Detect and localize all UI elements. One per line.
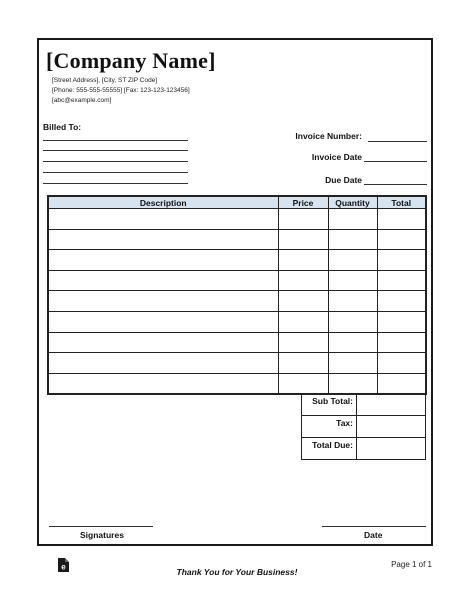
svg-text:e: e <box>61 562 66 572</box>
signature-line[interactable] <box>49 526 153 527</box>
quantity-cell[interactable] <box>328 250 377 271</box>
description-cell[interactable] <box>48 291 278 312</box>
quantity-cell[interactable] <box>328 270 377 291</box>
due-date-field[interactable] <box>364 184 427 185</box>
quantity-cell[interactable] <box>328 332 377 353</box>
description-cell[interactable] <box>48 250 278 271</box>
tax-row <box>302 416 426 438</box>
header-total: Total <box>377 196 426 209</box>
header-price: Price <box>278 196 328 209</box>
company-phone-fax: [Phone: 555-555-55555] [Fax: 123-123-123456] <box>52 87 190 94</box>
total-cell[interactable] <box>377 311 426 332</box>
description-cell[interactable] <box>48 332 278 353</box>
table-row <box>48 373 426 394</box>
table-row <box>48 353 426 374</box>
total-cell[interactable] <box>377 250 426 271</box>
invoice-date-field[interactable] <box>364 161 427 162</box>
table-row <box>48 270 426 291</box>
price-cell[interactable] <box>278 353 328 374</box>
company-address: [Street Address], [City, ST ZIP Code] <box>52 77 158 84</box>
header-quantity: Quantity <box>328 196 377 209</box>
header-description: Description <box>48 196 278 209</box>
price-cell[interactable] <box>278 373 328 394</box>
total-cell[interactable] <box>377 270 426 291</box>
subtotal-value[interactable] <box>357 394 426 416</box>
invoice-number-label: Invoice Number: <box>295 131 362 141</box>
price-cell[interactable] <box>278 332 328 353</box>
total-due-row <box>302 438 426 460</box>
quantity-cell[interactable] <box>328 291 377 312</box>
description-cell[interactable] <box>48 373 278 394</box>
table-row <box>48 311 426 332</box>
quantity-cell[interactable] <box>328 373 377 394</box>
description-cell[interactable] <box>48 209 278 230</box>
table-row <box>48 209 426 230</box>
billed-to-line-3[interactable] <box>43 161 188 162</box>
page-number: Page 1 of 1 <box>391 560 432 569</box>
billed-to-line-1[interactable] <box>43 140 188 141</box>
invoice-number-field[interactable] <box>368 141 427 142</box>
quantity-cell[interactable] <box>328 311 377 332</box>
company-name: [Company Name] <box>46 48 216 73</box>
items-table <box>47 195 427 395</box>
table-row <box>48 332 426 353</box>
subtotal-row <box>302 394 426 416</box>
total-cell[interactable] <box>377 332 426 353</box>
description-cell[interactable] <box>48 229 278 250</box>
company-email: [abc@example.com] <box>52 97 112 104</box>
total-cell[interactable] <box>377 209 426 230</box>
price-cell[interactable] <box>278 311 328 332</box>
table-row <box>48 229 426 250</box>
description-cell[interactable] <box>48 311 278 332</box>
date-line[interactable] <box>322 526 426 527</box>
quantity-cell[interactable] <box>328 229 377 250</box>
table-row <box>48 291 426 312</box>
date-label: Date <box>364 530 383 540</box>
items-header-row <box>48 196 426 209</box>
price-cell[interactable] <box>278 250 328 271</box>
table-row <box>48 250 426 271</box>
price-cell[interactable] <box>278 229 328 250</box>
description-cell[interactable] <box>48 353 278 374</box>
quantity-cell[interactable] <box>328 209 377 230</box>
total-due-value[interactable] <box>357 438 426 460</box>
totals-table <box>301 393 426 460</box>
tax-value[interactable] <box>357 416 426 438</box>
total-cell[interactable] <box>377 229 426 250</box>
billed-to-line-4[interactable] <box>43 172 188 173</box>
quantity-cell[interactable] <box>328 353 377 374</box>
description-cell[interactable] <box>48 270 278 291</box>
billed-to-line-5[interactable] <box>43 183 188 184</box>
billed-to-label: Billed To: <box>43 122 82 132</box>
price-cell[interactable] <box>278 270 328 291</box>
total-cell[interactable] <box>377 353 426 374</box>
thank-you-message: Thank You for Your Business! <box>176 567 298 577</box>
due-date-label: Due Date <box>325 175 362 185</box>
total-cell[interactable] <box>377 373 426 394</box>
tax-label: Tax: <box>302 416 357 438</box>
total-cell[interactable] <box>377 291 426 312</box>
subtotal-label: Sub Total: <box>302 394 357 416</box>
price-cell[interactable] <box>278 209 328 230</box>
invoice-date-label: Invoice Date <box>311 152 362 162</box>
billed-to-line-2[interactable] <box>43 150 188 151</box>
total-due-label: Total Due: <box>302 438 357 460</box>
signatures-label: Signatures <box>80 530 124 540</box>
price-cell[interactable] <box>278 291 328 312</box>
